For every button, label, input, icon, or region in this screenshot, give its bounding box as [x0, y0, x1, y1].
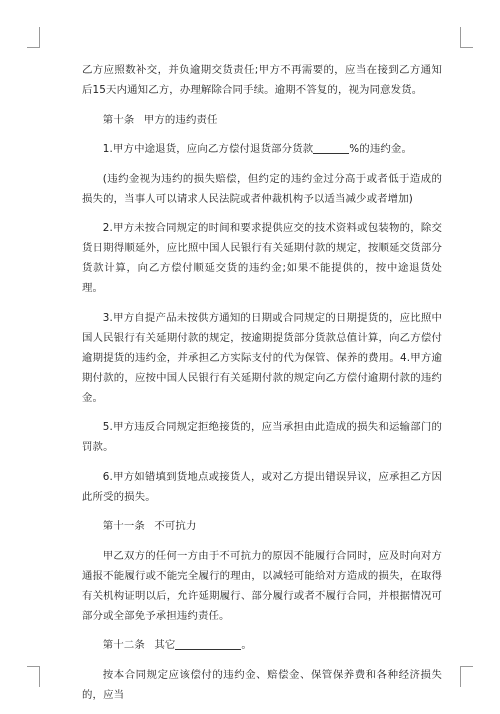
article-10-label: 第十条 — [102, 113, 135, 126]
crop-mark-tl-h — [27, 47, 40, 48]
article-10-item-3: 3.甲方自提产品未按供方通知的日期或合同规定的日期提货的，应比照中国人民银行有关延期付款的规定，按逾期提货部分货款总值计算，向乙方偿付逾期提货的违约金，并承担乙方实际支付的代为保管、保养的费用。4.甲方逾期付款的，应按中国人民银行有关延期付款的规定向乙方偿付逾期付款的违约金。 — [82, 311, 442, 404]
article-10-item-1-text: 1.甲方中途退货，应向乙方偿付退货部分货款 — [102, 143, 314, 155]
article-10-item-1 — [82, 139, 442, 159]
article-12-suffix: 。 — [241, 639, 252, 651]
article-12-label: 第十二条 — [102, 639, 145, 651]
crop-mark-tl-v — [39, 27, 40, 48]
paragraph-delivery-continuation: 乙方应照数补交，并负逾期交货责任;甲方不再需要的，应当在接到乙方通知后15天内通知乙方，办理解除合同手续。逾期不答复的，视为同意发货。 — [82, 64, 442, 96]
article-10-item-5: 5.甲方违反合同规定拒绝接货的，应当承担由此造成的损失和运输部门的罚款。 — [82, 421, 442, 453]
other-terms-blank[interactable] — [175, 637, 241, 650]
article-10-title: 甲方的违约责任 — [143, 113, 218, 126]
article-10-item-2: 2.甲方未按合同规定的时间和要求提供应交的技术资料或包装物的，除交货日期得顺延外，应比照中国人民银行有关延期付款的规定，按顺延交货部分货款计算，向乙方偿付顺延交货的违约金;如果不能提供的，按中途退货处理。 — [82, 222, 442, 294]
document-body — [82, 60, 442, 714]
article-11-title: 不可抗力 — [154, 520, 197, 532]
article-10-note: (违约金视为违约的损失赔偿，但约定的违约金过分高于或者低于造成的损失的，当事人可以请求人民法院或者仲裁机构予以适当减少或者增加) — [82, 172, 442, 205]
crop-mark-br-h — [460, 666, 473, 667]
crop-mark-tr-h — [460, 47, 473, 48]
article-10-item-1-suffix: %的违约金。 — [349, 143, 413, 155]
article-12-heading — [82, 635, 442, 655]
article-12-body: 按本合同规定应该偿付的违约金、赔偿金、保管保养费和各种经济损失的，应当 — [82, 668, 442, 701]
crop-mark-bl-v — [39, 666, 40, 687]
percentage-blank[interactable] — [313, 141, 349, 154]
article-10-item-6: 6.甲方如错填到货地点或接货人，或对乙方提出错误异议，应承担乙方因此所受的损失。 — [82, 470, 442, 503]
crop-mark-tr-v — [460, 27, 461, 48]
article-10-heading — [82, 110, 442, 130]
crop-mark-bl-h — [27, 666, 40, 667]
crop-mark-br-v — [460, 666, 461, 687]
article-11-heading — [82, 516, 442, 536]
article-11-label: 第十一条 — [102, 520, 145, 532]
article-12-title: 其它 — [154, 639, 176, 651]
article-11-body: 甲乙双方的任何一方由于不可抗力的原因不能履行合同时，应及时向对方通报不能履行或不能完全履行的理由，以减轻可能给对方造成的损失，在取得有关机构证明以后，允许延期履行、部分履行或者不履行合同，并根据情况可部分或全部免予承担违约责任。 — [82, 549, 442, 622]
